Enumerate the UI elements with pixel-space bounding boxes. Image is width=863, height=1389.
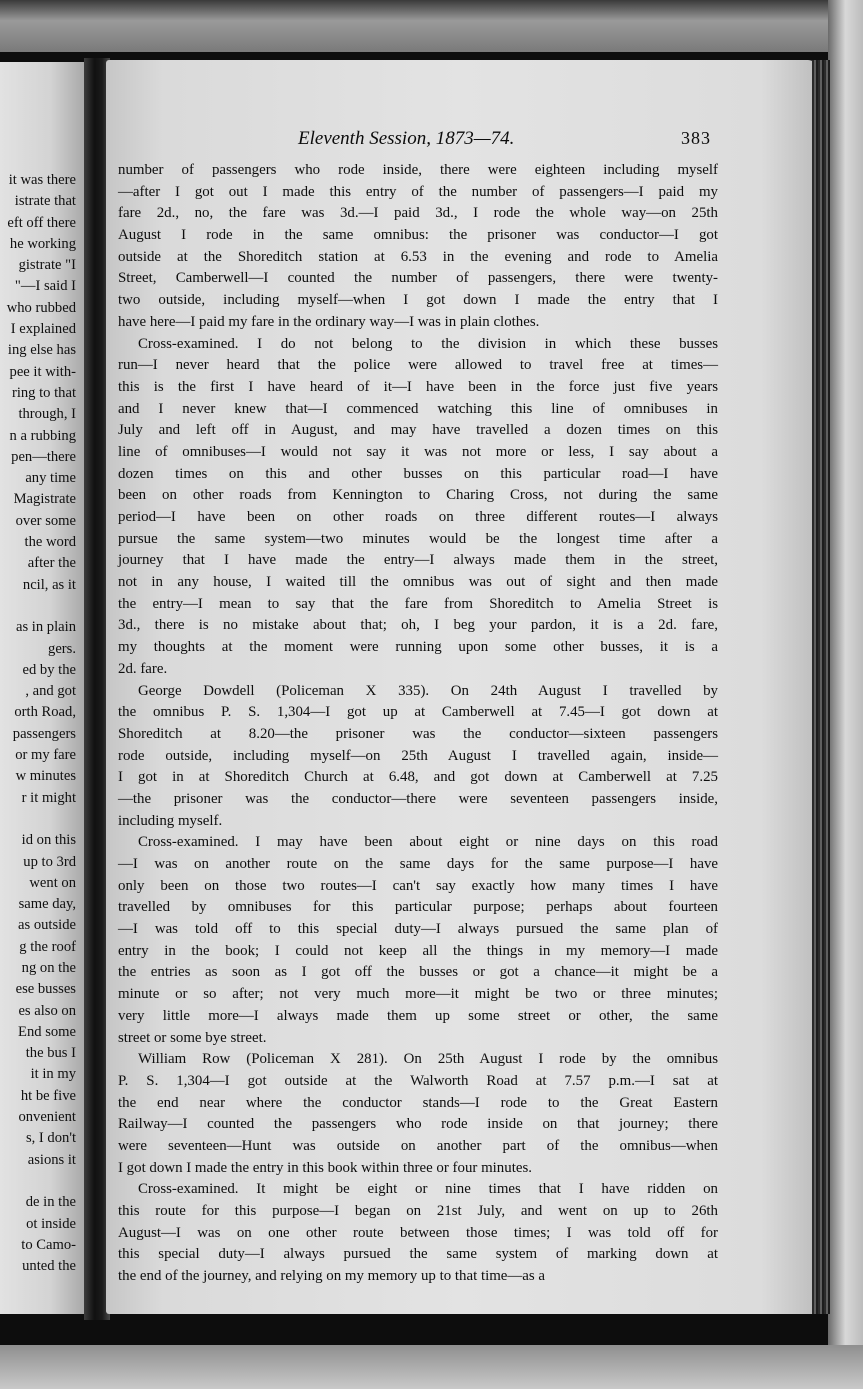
text-line: pursue the same system—two minutes would be the longest time after a xyxy=(118,530,718,547)
text-line: this special duty—I always pursued the same system of marking down at xyxy=(118,1246,718,1263)
left-page-line: gistrate "I xyxy=(18,257,76,274)
left-page-line: after the xyxy=(27,555,76,572)
text-line: fare 2d., no, the fare was 3d.—I paid 3d., I rode the whole way—on 25th xyxy=(118,205,718,222)
text-line: August—I was on one other route between those times; I was told off for xyxy=(118,1224,718,1241)
text-line: period—I have been on other roads on three different routes—I always xyxy=(118,509,718,525)
left-page-line: ing else has xyxy=(7,342,76,359)
text-line: run—I never heard that the police were allowed to travel free at times— xyxy=(118,357,718,374)
text-line: the end of the journey, and relying on my memory up to that time—as a xyxy=(118,1268,546,1285)
left-page-line: it was there xyxy=(8,172,76,188)
text-line: minute or so after; not very much more—it might be two or three minutes; xyxy=(118,986,718,1003)
left-page-line: ese busses xyxy=(15,981,76,998)
left-page-line xyxy=(7,596,76,617)
left-page-line xyxy=(7,809,76,830)
text-line: my thoughts at the moment were running upon some other busses, it is a xyxy=(118,639,718,656)
left-page-line: onvenient xyxy=(18,1109,76,1126)
left-page-line: it in my xyxy=(30,1066,76,1083)
left-page-line: gers. xyxy=(48,640,76,657)
left-page-text xyxy=(7,170,76,1277)
text-line: including myself. xyxy=(118,812,223,829)
text-line: only been on those two routes—I can't say exactly how many times I have xyxy=(118,877,718,894)
text-line: July and left off in August, and may have travelled a dozen times on this xyxy=(118,422,718,439)
table-background-right xyxy=(828,0,863,1389)
text-line: I got in at Shoreditch Church at 6.48, and got down at Camberwell at 7.25 xyxy=(118,769,718,786)
text-line: and I never knew that—I commenced watching this line of omnibuses in xyxy=(118,400,718,417)
text-line: were seventeen—Hunt was outside on another part of the omnibus—when xyxy=(118,1137,718,1154)
left-page-line: who rubbed xyxy=(6,299,76,316)
text-line: two outside, including myself—when I got down I made the entry that I xyxy=(118,292,718,309)
text-line: Railway—I counted the passengers who rode inside on that journey; there xyxy=(118,1116,718,1133)
text-line: Street, Camberwell—I counted the number of passengers, there were twenty- xyxy=(118,270,718,287)
left-page-line: de in the xyxy=(25,1194,76,1211)
left-page-line: up to 3rd xyxy=(23,853,76,870)
left-page-line: ng on the xyxy=(21,959,76,976)
running-head xyxy=(118,128,711,154)
left-page-line: n a rubbing xyxy=(9,427,76,444)
left-page-line: r it might xyxy=(21,789,76,806)
left-page-line: End some xyxy=(18,1023,76,1040)
left-page-line: g the roof xyxy=(19,938,76,955)
left-page-line: he working xyxy=(9,235,76,252)
left-page-line: istrate that xyxy=(14,193,76,210)
text-line: this is the first I have heard of it—I have been in the force just five years xyxy=(118,378,718,395)
left-page-line: Magistrate xyxy=(13,491,76,508)
text-line: not in any house, I waited till the omnibus was out of sight and then made xyxy=(118,574,718,591)
page-number: 383 xyxy=(681,128,711,148)
text-line: rode outside, including myself—on 25th August I travelled again, inside— xyxy=(118,747,718,764)
text-line: —I was told off to this special duty—I always pursued the same plan of xyxy=(118,921,718,938)
text-line: —I was on another route on the same days for the same purpose—I have xyxy=(118,856,718,872)
text-line: Cross-examined. I may have been about eight or nine days on this road xyxy=(138,834,718,851)
left-page xyxy=(0,62,84,1314)
left-page-line: ncil, as it xyxy=(22,576,76,593)
left-page-line: , and got xyxy=(25,683,76,700)
left-page-line: orth Road, xyxy=(14,704,76,721)
left-page-line: w minutes xyxy=(15,768,76,785)
left-page-line: ht be five xyxy=(20,1087,76,1104)
body-text xyxy=(118,160,718,1288)
text-line: journey that I have made the entry—I always made them in the street, xyxy=(118,552,718,569)
text-line: 3d., there is no mistake about that; oh, I beg your pardon, it is a 2d. fare, xyxy=(118,617,718,634)
left-page-line: any time xyxy=(25,470,76,487)
left-page-line: es also on xyxy=(18,1002,76,1019)
table-background-top xyxy=(0,0,863,52)
left-page-line: eft off there xyxy=(7,214,76,231)
left-page-line: to Camo- xyxy=(21,1236,76,1253)
left-page-line: ed by the xyxy=(22,661,76,678)
text-line: street or some bye street. xyxy=(118,1029,267,1046)
table-background-bottom xyxy=(0,1345,863,1389)
text-line: —the prisoner was the conductor—there were seventeen passengers inside, xyxy=(118,790,718,807)
text-line: Cross-examined. It might be eight or nine times that I have ridden on xyxy=(138,1181,718,1198)
left-page-line: or my fare xyxy=(15,747,76,764)
left-page-line: ot inside xyxy=(26,1215,76,1232)
left-page-line: passengers xyxy=(12,725,76,742)
left-page-line: asions it xyxy=(27,1151,76,1168)
text-line: the end near where the conductor stands—I rode to the Great Eastern xyxy=(118,1094,718,1111)
left-page-line: id on this xyxy=(21,832,76,849)
text-line: Shoreditch at 8.20—the prisoner was the conductor—sixteen passengers xyxy=(118,725,718,742)
text-line: entry in the book; I could not keep all the things in my memory—I made xyxy=(118,942,718,959)
left-page-line: as in plain xyxy=(16,619,76,636)
left-page-line: the bus I xyxy=(25,1045,76,1062)
text-line: William Row (Policeman X 281). On 25th August I rode by the omnibus xyxy=(138,1051,718,1068)
left-page-line: the word xyxy=(24,534,76,551)
text-line: dozen times on this and other busses on this particular road—I have xyxy=(118,465,718,482)
text-line: very little more—I always made them up some street or other, the same xyxy=(118,1007,718,1024)
text-line: this route for this purpose—I began on 21st July, and went on up to 26th xyxy=(118,1203,718,1219)
page-edges xyxy=(812,60,830,1314)
text-line: line of omnibuses—I would not say it was not more or less, I say about a xyxy=(118,443,718,460)
text-line: August I rode in the same omnibus: the prisoner was conductor—I got xyxy=(118,227,718,244)
text-line: number of passengers who rode inside, there were eighteen including myself xyxy=(118,162,718,178)
text-line: 2d. fare. xyxy=(118,660,168,677)
left-page-line: unted the xyxy=(22,1258,76,1275)
left-page-line: ring to that xyxy=(11,384,76,401)
left-page-line: through, I xyxy=(18,406,76,423)
left-page-line: "—I said I xyxy=(14,278,76,295)
text-line: travelled by omnibuses for this particular purpose; perhaps about fourteen xyxy=(118,899,718,916)
left-page-line: pee it with- xyxy=(9,363,76,380)
text-line: outside at the Shoreditch station at 6.53 in the evening and rode to Amelia xyxy=(118,248,718,265)
text-line: the omnibus P. S. 1,304—I got up at Camberwell at 7.45—I got down at xyxy=(118,704,718,721)
text-line: the entry—I mean to say that the fare from Shoreditch to Amelia Street is xyxy=(118,595,718,612)
left-page-line: over some xyxy=(15,512,76,529)
text-line: George Dowdell (Policeman X 335). On 24th August I travelled by xyxy=(138,682,718,699)
left-page-line: as outside xyxy=(18,917,76,934)
left-page-line: same day, xyxy=(18,896,76,913)
left-page-line xyxy=(7,1171,76,1192)
running-title: Eleventh Session, 1873—74. xyxy=(298,128,515,149)
text-line: I got down I made the entry in this book within three or four minutes. xyxy=(118,1159,532,1176)
text-line: have here—I paid my fare in the ordinary way—I was in plain clothes. xyxy=(118,313,540,330)
left-page-line: s, I don't xyxy=(25,1130,76,1147)
text-line: the entries as soon as I got off the busses or got a chance—it might be a xyxy=(118,964,718,981)
left-page-line: went on xyxy=(29,874,76,891)
text-line: —after I got out I made this entry of the number of passengers—I paid my xyxy=(118,183,718,200)
left-page-line: pen—there xyxy=(11,448,76,465)
text-line: Cross-examined. I do not belong to the division in which these busses xyxy=(138,335,718,352)
left-page-line: I explained xyxy=(10,321,76,338)
text-line: P. S. 1,304—I got outside at the Walworth Road at 7.57 p.m.—I sat at xyxy=(118,1072,718,1089)
text-line: been on other roads from Kennington to Charing Cross, not during the same xyxy=(118,487,718,504)
